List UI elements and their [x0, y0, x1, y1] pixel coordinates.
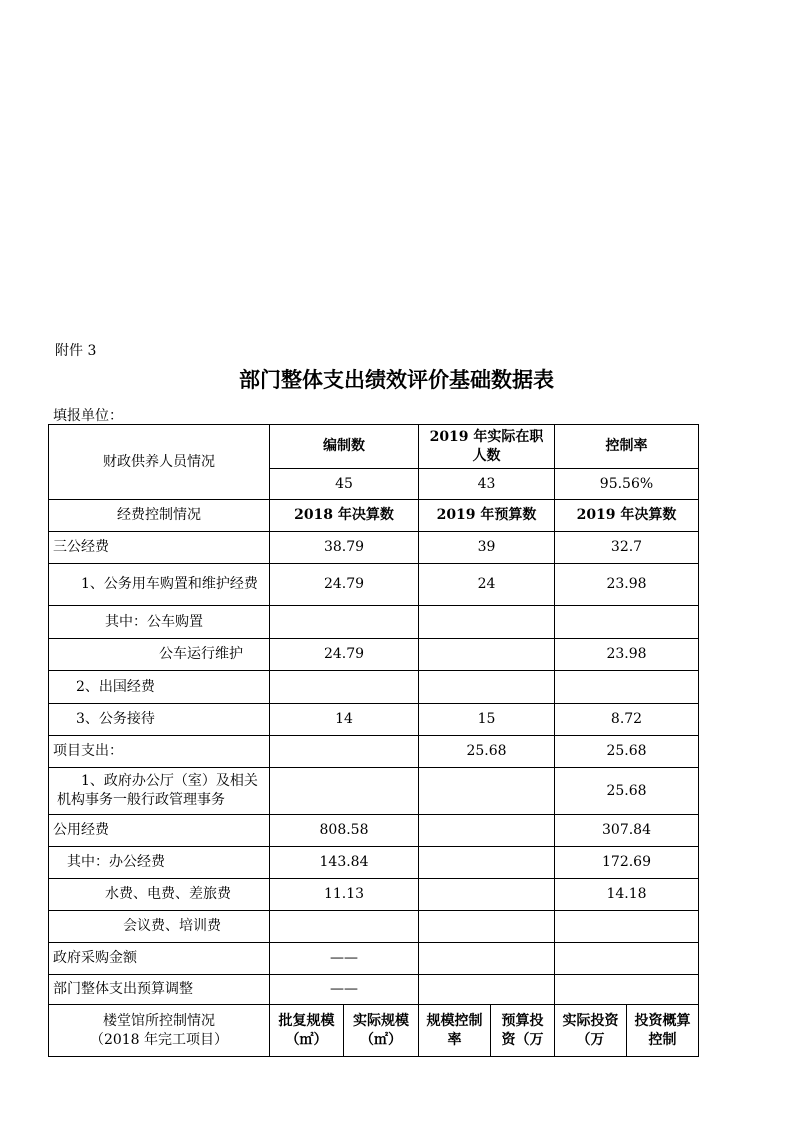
value-cell: 14.18 — [555, 879, 699, 911]
table-row — [49, 639, 699, 671]
row-label: 三公经费 — [49, 532, 270, 564]
row-label: 部门整体支出预算调整 — [49, 975, 270, 1005]
row-label: 公车运行维护 — [49, 639, 270, 671]
performance-data-table — [48, 424, 699, 1057]
table-row — [49, 606, 699, 639]
table-row — [49, 564, 699, 606]
value-cell: 172.69 — [555, 847, 699, 879]
value-cell — [419, 606, 555, 639]
value-cell — [419, 815, 555, 847]
row-label: 2、出国经费 — [49, 671, 270, 704]
value-cell: 143.84 — [270, 847, 419, 879]
table-row — [49, 815, 699, 847]
staff-header-cell: 编制数 — [270, 425, 419, 469]
value-cell — [270, 736, 419, 768]
staff-label: 财政供养人员情况 — [49, 425, 270, 500]
filling-unit-label: 填报单位： — [53, 408, 123, 424]
table-row — [49, 943, 699, 975]
expense-label: 经费控制情况 — [49, 500, 270, 532]
value-cell: 38.79 — [270, 532, 419, 564]
page-title: 部门整体支出绩效评价基础数据表 — [239, 368, 554, 392]
value-cell — [270, 911, 419, 943]
value-cell — [419, 943, 555, 975]
value-cell — [270, 606, 419, 639]
building-header-cell: 实际投资（万 — [555, 1005, 627, 1057]
building-header-cell: 投资概算控制 — [627, 1005, 699, 1057]
building-label-line1: 楼堂馆所控制情况 — [103, 1012, 215, 1029]
table-row — [49, 879, 699, 911]
row-label: 1、公务用车购置和维护经费 — [49, 564, 270, 606]
value-cell — [419, 975, 555, 1005]
value-cell — [270, 671, 419, 704]
value-cell — [419, 768, 555, 815]
staff-value-cell: 43 — [419, 469, 555, 500]
value-cell: 8.72 — [555, 704, 699, 736]
value-cell: 24.79 — [270, 639, 419, 671]
value-cell: 808.58 — [270, 815, 419, 847]
building-label — [49, 1005, 270, 1057]
value-cell: —— — [270, 975, 419, 1005]
table-row — [49, 671, 699, 704]
table-row — [49, 736, 699, 768]
building-header-cell: 批复规模（㎡） — [270, 1005, 344, 1057]
building-header-cell: 预算投资（万 — [491, 1005, 555, 1057]
value-cell — [555, 671, 699, 704]
value-cell: 39 — [419, 532, 555, 564]
table-row — [49, 532, 699, 564]
value-cell: 25.68 — [555, 768, 699, 815]
value-cell: 25.68 — [419, 736, 555, 768]
staff-header-cell: 2019 年实际在职人数 — [419, 425, 555, 469]
row-label: 3、公务接待 — [49, 704, 270, 736]
building-header-cell: 实际规模（㎡） — [344, 1005, 419, 1057]
value-cell — [555, 943, 699, 975]
value-cell — [270, 768, 419, 815]
value-cell: 24.79 — [270, 564, 419, 606]
staff-header-cell: 控制率 — [555, 425, 699, 469]
table-row — [49, 768, 699, 815]
value-cell — [555, 975, 699, 1005]
building-label-line2: （2018 年完工项目） — [89, 1031, 229, 1048]
value-cell — [419, 847, 555, 879]
value-cell: 24 — [419, 564, 555, 606]
value-cell: 14 — [270, 704, 419, 736]
value-cell: 32.7 — [555, 532, 699, 564]
value-cell — [419, 879, 555, 911]
expense-header-cell: 2019 年预算数 — [419, 500, 555, 532]
row-label: 会议费、培训费 — [49, 911, 270, 943]
row-label: 水费、电费、差旅费 — [49, 879, 270, 911]
staff-header-row — [49, 425, 699, 469]
building-row — [49, 1005, 699, 1057]
table-row — [49, 975, 699, 1005]
staff-value-cell: 45 — [270, 469, 419, 500]
value-cell — [419, 911, 555, 943]
expense-header-cell: 2018 年决算数 — [270, 500, 419, 532]
expense-header-row — [49, 500, 699, 532]
row-label: 其中：公车购置 — [49, 606, 270, 639]
value-cell: 23.98 — [555, 564, 699, 606]
value-cell — [419, 639, 555, 671]
value-cell: —— — [270, 943, 419, 975]
row-label: 项目支出： — [49, 736, 270, 768]
value-cell: 25.68 — [555, 736, 699, 768]
row-label: 其中：办公经费 — [49, 847, 270, 879]
row-label: 1、政府办公厅（室）及相关机构事务一般行政管理事务 — [49, 768, 270, 815]
staff-value-cell: 95.56% — [555, 469, 699, 500]
building-header-cell: 规模控制率 — [419, 1005, 491, 1057]
value-cell: 23.98 — [555, 639, 699, 671]
table-row — [49, 911, 699, 943]
value-cell: 11.13 — [270, 879, 419, 911]
value-cell — [555, 911, 699, 943]
row-label: 公用经费 — [49, 815, 270, 847]
value-cell: 307.84 — [555, 815, 699, 847]
value-cell: 15 — [419, 704, 555, 736]
table-row — [49, 704, 699, 736]
attachment-label: 附件 3 — [55, 343, 97, 359]
row-label: 政府采购金额 — [49, 943, 270, 975]
value-cell — [555, 606, 699, 639]
table-row — [49, 847, 699, 879]
value-cell — [419, 671, 555, 704]
expense-header-cell: 2019 年决算数 — [555, 500, 699, 532]
